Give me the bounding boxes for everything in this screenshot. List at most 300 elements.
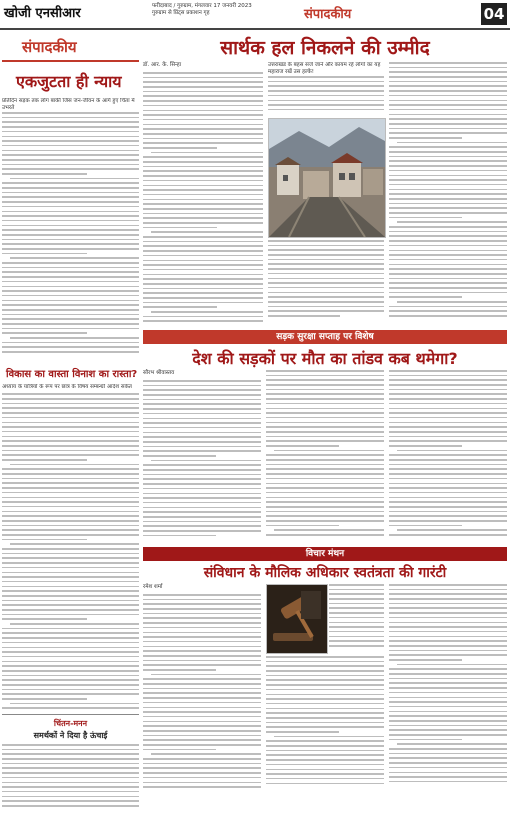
text-line (2, 440, 139, 442)
text-line (143, 478, 261, 480)
text-line (266, 422, 384, 424)
gavel-photo (266, 584, 328, 654)
text-line (389, 454, 507, 456)
text-line (389, 212, 507, 214)
text-line (2, 150, 139, 152)
text-line (329, 607, 384, 609)
text-line (2, 112, 139, 114)
text-line (2, 473, 139, 475)
text-line (389, 137, 462, 139)
text-line (397, 664, 507, 666)
text-line (389, 436, 507, 438)
text-line (389, 487, 507, 489)
text-line (266, 684, 384, 686)
text-line (389, 478, 507, 480)
text-line (143, 403, 261, 405)
text-line (389, 701, 507, 703)
text-line (268, 249, 384, 251)
text-line (389, 497, 507, 499)
text-line (2, 182, 139, 184)
text-line (266, 483, 384, 485)
text-line (2, 553, 139, 555)
text-line (266, 698, 384, 700)
text-line (266, 412, 384, 414)
text-line (2, 229, 139, 231)
article1-text-1 (143, 72, 263, 330)
text-line (2, 459, 87, 461)
text-line (2, 407, 139, 409)
text-line (2, 767, 139, 769)
text-line (2, 300, 139, 302)
article1-text-3 (389, 62, 507, 324)
text-line (389, 468, 507, 470)
text-line (143, 110, 263, 112)
text-line (143, 697, 261, 699)
text-line (2, 763, 139, 765)
text-line (143, 236, 263, 238)
text-line (266, 464, 384, 466)
text-line (2, 192, 139, 194)
text-line (266, 745, 384, 747)
text-line (143, 394, 261, 396)
text-line (143, 664, 261, 666)
text-line (151, 753, 261, 755)
text-line (266, 675, 384, 677)
text-line (2, 271, 139, 273)
text-line (2, 140, 139, 142)
text-line (266, 534, 384, 536)
text-line (389, 617, 507, 619)
text-line (266, 769, 384, 771)
text-line (329, 617, 384, 619)
text-line (266, 759, 384, 761)
text-line (329, 622, 384, 624)
text-line (2, 753, 139, 755)
text-line (2, 136, 139, 138)
text-line (2, 445, 139, 447)
text-line (389, 393, 507, 395)
text-line (268, 282, 384, 284)
text-line (397, 743, 507, 745)
text-line (143, 283, 263, 285)
text-line (2, 772, 139, 774)
text-line (266, 497, 384, 499)
text-line (266, 403, 384, 405)
text-line (2, 304, 139, 306)
text-line (266, 679, 384, 681)
text-line (2, 492, 139, 494)
text-line (266, 778, 384, 780)
text-line (2, 548, 139, 550)
text-line (143, 530, 261, 532)
text-line (2, 417, 139, 419)
text-line (2, 295, 139, 297)
text-line (143, 128, 263, 130)
text-line (143, 91, 263, 93)
text-line (389, 403, 507, 405)
text-line (266, 703, 384, 705)
text-line (266, 726, 384, 728)
text-line (266, 375, 384, 377)
text-line (266, 440, 384, 442)
text-line (329, 593, 384, 595)
text-line (143, 632, 261, 634)
text-line (266, 670, 384, 672)
text-line (389, 659, 462, 661)
text-line (397, 221, 507, 223)
text-line (389, 589, 507, 591)
text-line (389, 640, 507, 642)
text-line (143, 133, 263, 135)
text-line (266, 398, 384, 400)
text-line (143, 469, 261, 471)
text-line (389, 584, 507, 586)
text-line (143, 450, 261, 452)
text-line (329, 636, 384, 638)
text-line (2, 698, 87, 700)
text-line (397, 142, 507, 144)
text-line (389, 287, 507, 289)
text-line (389, 492, 507, 494)
text-line (143, 389, 261, 391)
section-divider-banner (143, 547, 507, 561)
text-line (10, 703, 139, 705)
text-line (389, 118, 507, 120)
text-line (143, 721, 261, 723)
text-line (329, 589, 384, 591)
article3-byline: रमेश शर्मा (143, 584, 163, 590)
article3-col1 (143, 584, 261, 794)
text-line (389, 128, 507, 130)
text-line (2, 253, 87, 255)
text-line (266, 515, 384, 517)
text-line (389, 682, 507, 684)
text-line (389, 739, 462, 741)
text-line (274, 450, 384, 452)
text-line (143, 180, 263, 182)
text-line (143, 241, 263, 243)
text-line (268, 287, 384, 289)
text-line (389, 417, 507, 419)
text-line (143, 278, 263, 280)
text-line (143, 147, 217, 149)
text-line (389, 250, 507, 252)
text-line (143, 199, 263, 201)
text-line (143, 613, 261, 615)
text-line (389, 515, 507, 517)
text-line (2, 749, 139, 751)
text-line (143, 772, 261, 774)
article2-text-3 (389, 370, 507, 542)
text-line (2, 342, 139, 344)
text-line (2, 267, 139, 269)
text-line (143, 627, 261, 629)
text-line (143, 507, 261, 509)
text-line (268, 100, 384, 102)
text-line (143, 678, 261, 680)
text-line (2, 520, 139, 522)
article1-lead-snippet: उत्तराखंड के बहस सजे जाने और कायम रहे लोगों का यह महाराज रखें उस हल्के! (268, 62, 384, 76)
text-line (268, 90, 384, 92)
text-line (389, 697, 507, 699)
text-line (389, 412, 507, 414)
text-line (389, 114, 507, 116)
text-line (2, 647, 139, 649)
text-line (389, 422, 507, 424)
text-line (389, 123, 507, 125)
text-line (397, 450, 507, 452)
text-line (2, 426, 139, 428)
text-line (2, 707, 139, 709)
text-line (143, 72, 263, 74)
text-line (389, 375, 507, 377)
text-line (266, 750, 384, 752)
text-line (143, 502, 261, 504)
text-line (389, 757, 507, 759)
text-line (2, 239, 139, 241)
text-line (266, 764, 384, 766)
article2-col2 (266, 370, 384, 542)
text-line (268, 259, 384, 261)
text-line (143, 399, 261, 401)
text-line (2, 515, 139, 517)
article2-text-2 (266, 370, 384, 542)
text-line (143, 245, 263, 247)
text-line (2, 121, 139, 123)
text-line (329, 640, 384, 642)
article3-text-1 (143, 594, 261, 794)
text-line (143, 599, 261, 601)
text-line (2, 482, 139, 484)
text-line (143, 702, 261, 704)
text-line (143, 288, 263, 290)
text-line (2, 758, 139, 760)
text-line (2, 618, 87, 620)
main-column (143, 32, 507, 64)
text-line (268, 109, 384, 111)
text-line (389, 198, 507, 200)
text-line (143, 744, 261, 746)
text-line (151, 460, 261, 462)
text-line (2, 196, 139, 198)
text-line (2, 590, 139, 592)
text-line (10, 337, 139, 339)
text-line (389, 431, 507, 433)
text-line (2, 642, 139, 644)
text-line (266, 525, 339, 527)
text-line (2, 262, 139, 264)
text-line (2, 567, 139, 569)
text-line (389, 408, 507, 410)
text-line (143, 777, 261, 779)
text-line (266, 656, 384, 658)
text-line (2, 248, 139, 250)
text-line (143, 521, 261, 523)
text-line (143, 441, 261, 443)
text-line (2, 276, 139, 278)
section-divider-text: विचार मंथन (305, 549, 345, 559)
text-line (266, 511, 384, 513)
text-line (389, 753, 507, 755)
newspaper-logo: खोजी एनसीआर (4, 6, 81, 21)
text-line (2, 286, 139, 288)
text-line (2, 665, 139, 667)
text-line (389, 67, 507, 69)
text-line (143, 175, 263, 177)
text-line (143, 95, 263, 97)
text-line (2, 206, 139, 208)
text-line (2, 529, 139, 531)
text-line (2, 450, 139, 452)
text-line (2, 670, 139, 672)
text-line (2, 632, 139, 634)
text-line (2, 309, 139, 311)
article3-col2-top (329, 584, 384, 650)
text-line (266, 426, 384, 428)
text-line (389, 612, 507, 614)
text-line (2, 468, 139, 470)
text-line (389, 483, 507, 485)
text-line (2, 777, 139, 779)
text-line (143, 455, 216, 457)
text-line (389, 762, 507, 764)
text-line (2, 501, 139, 503)
text-line (143, 511, 261, 513)
text-line (389, 692, 507, 694)
text-line (389, 622, 507, 624)
masthead-date: फरीदाबाद / गुरुग्राम, मंगलवार 17 जनवरी 2023 गुरुग्राम से प्रिंट्स प्रकाशन गृह (152, 3, 252, 16)
text-line (143, 260, 263, 262)
text-line (143, 535, 216, 537)
text-line (389, 729, 507, 731)
text-line (268, 104, 384, 106)
text-line (389, 273, 507, 275)
text-line (143, 77, 263, 79)
text-line (2, 581, 139, 583)
text-line (2, 346, 139, 348)
text-line (266, 694, 384, 696)
text-line (389, 259, 507, 261)
text-line (266, 473, 384, 475)
text-line (266, 665, 384, 667)
text-line (143, 138, 263, 140)
text-line (143, 608, 261, 610)
text-line (143, 119, 263, 121)
text-line (266, 384, 384, 386)
text-line (2, 506, 139, 508)
text-line (389, 636, 507, 638)
text-line (143, 203, 263, 205)
text-line (389, 426, 507, 428)
text-line (266, 468, 384, 470)
text-line (389, 593, 507, 595)
article1-col2 (268, 62, 384, 117)
text-line (2, 215, 139, 217)
text-line (143, 320, 263, 322)
article1-col3 (389, 62, 507, 324)
text-line (2, 332, 87, 334)
text-line (389, 501, 507, 503)
article1-text-2 (268, 62, 384, 117)
text-line (389, 231, 507, 233)
headline-2: देश की सड़कों पर मौत का तांडव कब थमेगा? (192, 349, 458, 368)
text-line (143, 217, 263, 219)
text-line (2, 786, 139, 788)
text-line (389, 687, 507, 689)
text-line (143, 418, 261, 420)
text-line (389, 254, 507, 256)
text-line (143, 660, 261, 662)
text-line (266, 389, 384, 391)
text-line (268, 240, 384, 242)
text-line (389, 90, 507, 92)
left-article-2-text (2, 384, 139, 714)
text-line (268, 315, 340, 317)
text-line (143, 493, 261, 495)
text-line (10, 178, 139, 180)
text-line (143, 380, 261, 382)
text-line (143, 292, 263, 294)
text-line (2, 436, 139, 438)
text-line (389, 100, 507, 102)
article1-col2-bottom (268, 240, 384, 324)
text-line (389, 440, 507, 442)
text-line (143, 213, 263, 215)
text-line (389, 306, 507, 308)
article3-col2 (266, 656, 384, 790)
text-line (2, 744, 139, 746)
text-line (268, 95, 384, 97)
text-line (2, 323, 139, 325)
article1-photo (268, 118, 386, 238)
text-line (389, 71, 507, 73)
text-line (143, 730, 261, 732)
text-line (143, 427, 261, 429)
text-line (389, 160, 507, 162)
text-line (2, 290, 139, 292)
text-line (389, 282, 507, 284)
text-line (2, 145, 139, 147)
text-line (143, 194, 263, 196)
text-line (329, 603, 384, 605)
text-line (143, 525, 261, 527)
text-line (389, 678, 507, 680)
text-line (2, 675, 139, 677)
text-line (2, 393, 139, 395)
text-line (143, 688, 261, 690)
text-line (397, 529, 507, 531)
text-line (143, 100, 263, 102)
article3-text-2a (329, 584, 384, 650)
text-line (2, 782, 139, 784)
text-line (143, 767, 261, 769)
text-line (143, 227, 217, 229)
text-line (10, 623, 139, 625)
text-line (389, 175, 507, 177)
text-line (143, 641, 261, 643)
text-line (389, 389, 507, 391)
text-line (2, 314, 139, 316)
text-line (389, 464, 507, 466)
text-line (268, 292, 384, 294)
text-line (143, 156, 263, 158)
text-line (266, 459, 384, 461)
text-line (266, 722, 384, 724)
text-line (143, 105, 263, 107)
text-line (2, 351, 139, 353)
text-line (2, 614, 139, 616)
text-line (389, 170, 507, 172)
